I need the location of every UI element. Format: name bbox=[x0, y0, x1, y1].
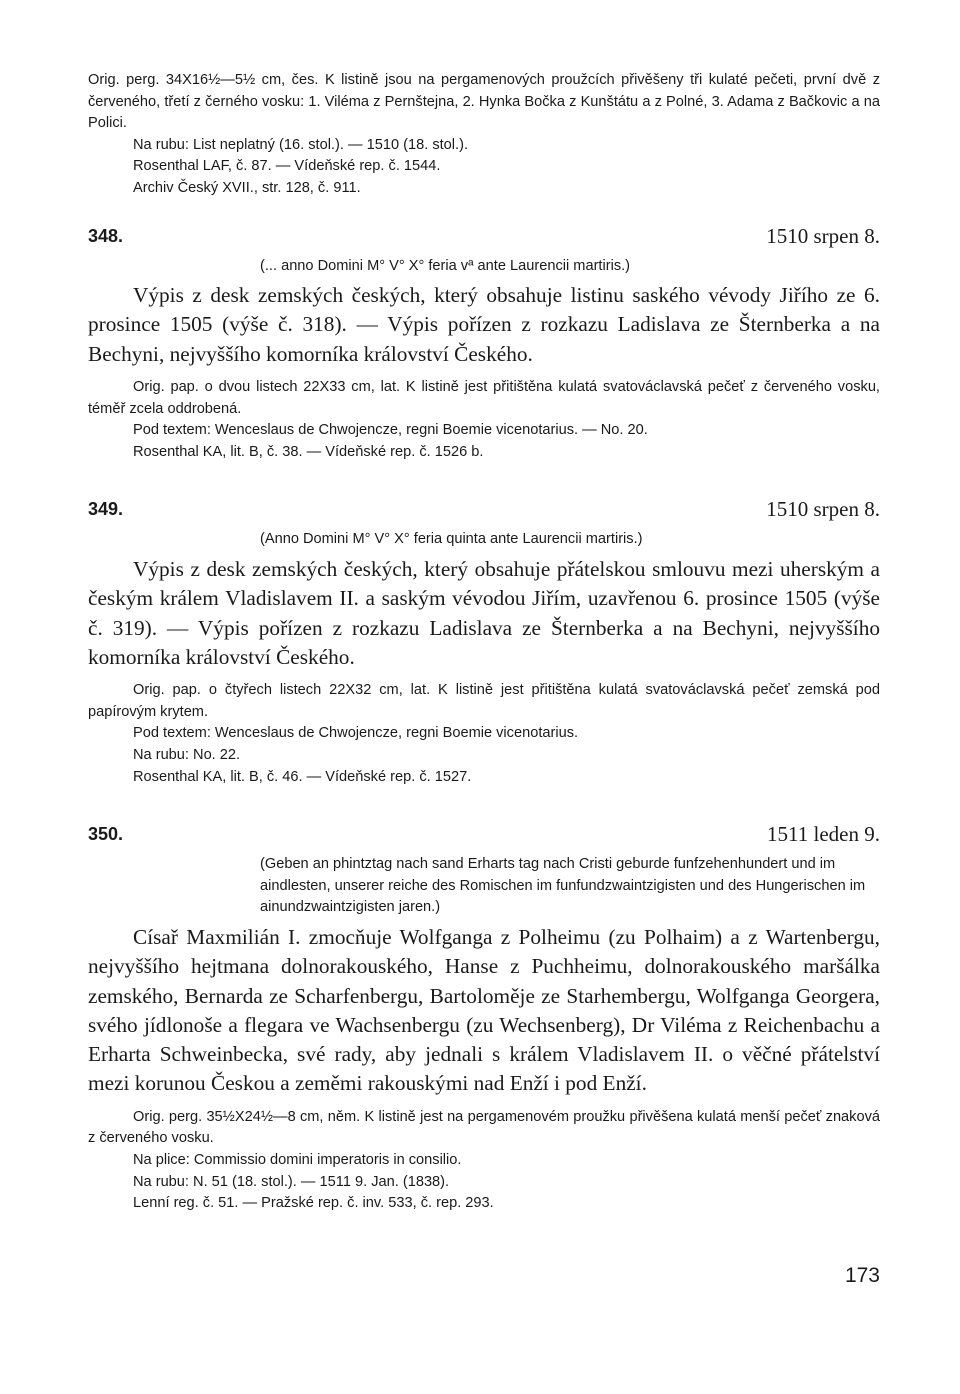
note-line: Orig. perg. 35½X24½—8 cm, něm. K listině jest na pergamenovém proužku přivěšena kulatá menší pečeť znaková z červeného vosku. bbox=[88, 1108, 880, 1147]
note-line: Na plice: Commissio domini imperatoris in consilio. bbox=[133, 1151, 462, 1168]
entry-348 bbox=[88, 220, 880, 464]
entry-date: 1511 leden 9. bbox=[767, 822, 880, 847]
note-line: Orig. pap. o čtyřech listech 22X32 cm, lat. K listině jest přitištěna kulatá svatováclavská pečeť zemská pod papírovým krytem. bbox=[88, 682, 880, 720]
entry-dateline: (... anno Domini M° V° X° feria vª ante Laurencii martiris.) bbox=[260, 257, 631, 274]
note-line: Pod textem: Wenceslaus de Chwojencze, regni Boemie vicenotarius. — No. 20. bbox=[133, 422, 648, 439]
document-page bbox=[88, 70, 880, 1215]
entry-regest: Výpis z desk zemských českých, který obsahuje přátelskou smlouvu mezi uherským a českým králem Vladislavem II. a saským vévodou Jiřím, uzavřenou 6. prosince 1505 (výše č. 319). — Výpis pořízen z rozkazu Ladislava ze Šternberka a na Bechyni, nejvyššího komorníka království Českého. bbox=[88, 557, 880, 669]
note-line: Rosenthal KA, lit. B, č. 38. — Vídeňské rep. č. 1526 b. bbox=[133, 443, 484, 460]
entry-number: 349. bbox=[88, 499, 124, 520]
entry-regest: Výpis z desk zemských českých, který obsahuje listinu saského vévody Jiřího ze 6. prosince 1505 (výše č. 318). — Výpis pořízen z rozkazu Ladislava ze Šternberka a na Bechyni, nejvyššího komorníka království Českého. bbox=[88, 283, 880, 366]
note-line: Rosenthal KA, lit. B, č. 46. — Vídeňské rep. č. 1527. bbox=[133, 768, 472, 785]
entry-header bbox=[88, 493, 880, 529]
entry-date: 1510 srpen 8. bbox=[766, 497, 880, 522]
top-notes bbox=[88, 70, 880, 200]
note-line: Rosenthal LAF, č. 87. — Vídeňské rep. č. 1544. bbox=[133, 158, 441, 175]
note-line: Pod textem: Wenceslaus de Chwojencze, regni Boemie vicenotarius. bbox=[133, 725, 579, 742]
entry-349 bbox=[88, 493, 880, 788]
note-line: Archiv Český XVII., str. 128, č. 911. bbox=[133, 179, 361, 196]
entry-350 bbox=[88, 818, 880, 1215]
note-line: Na rubu: No. 22. bbox=[133, 746, 241, 763]
entry-dateline: (Geben an phintztag nach sand Erharts tag nach Cristi geburde funfzehenhundert und im aindlesten, unserer reiche des Romischen im funfundzwaintzigisten und des Hungerischen im ainundzwaintzigisten jaren.) bbox=[260, 856, 866, 916]
note-line: Lenní reg. č. 51. — Pražské rep. č. inv. 533, č. rep. 293. bbox=[133, 1195, 494, 1212]
entry-regest: Císař Maxmilián I. zmocňuje Wolfganga z Polheimu (zu Polhaim) a z Wartenbergu, nejvyššího hejtmana dolnorakouského, Hanse z Puchheimu, dolnorakouského maršálka zemského, Bernarda ze Scharfenbergu, Bartoloměje ze Starhembergu, Wolfganga Georgera, svého jídlonoše a flegara ve Wachsenbergu (zu Wechsenberg), Dr Viléma z Reichenbachu a Erharta Schweinbecka, své rady, aby jednali s králem Vladislavem II. o věčné přátelství mezi korunou Českou a zeměmi rakouskými nad Enží i pod Enží. bbox=[88, 924, 880, 1096]
entry-date: 1510 srpen 8. bbox=[766, 223, 880, 248]
entry-header bbox=[88, 220, 880, 256]
note-line: Na rubu: N. 51 (18. stol.). — 1511 9. Jan. (1838). bbox=[133, 1173, 450, 1190]
page-number: 173 bbox=[844, 1264, 880, 1287]
entry-header bbox=[88, 818, 880, 854]
note-line: Orig. pap. o dvou listech 22X33 cm, lat. K listině jest přitištěna kulatá svatováclavská pečeť z červeného vosku, téměř zcela oddrobená. bbox=[88, 379, 880, 417]
note-line: Na rubu: List neplatný (16. stol.). — 1510 (18. stol.). bbox=[133, 136, 469, 153]
entry-number: 350. bbox=[88, 824, 124, 845]
entry-dateline: (Anno Domini M° V° X° feria quinta ante Laurencii martiris.) bbox=[260, 531, 643, 548]
entry-number: 348. bbox=[88, 225, 124, 246]
note-line: Orig. perg. 34X16½—5½ cm, čes. K listině jsou na pergamenových proužcích přivěšeny tři kulaté pečeti, první dvě z červeného, třetí z černého vosku: 1. Viléma z Pernštejna, 2. Hynka Bočka z Kunštátu a z Polné, 3. Adama z Bačkovic a na Polici. bbox=[88, 72, 880, 132]
